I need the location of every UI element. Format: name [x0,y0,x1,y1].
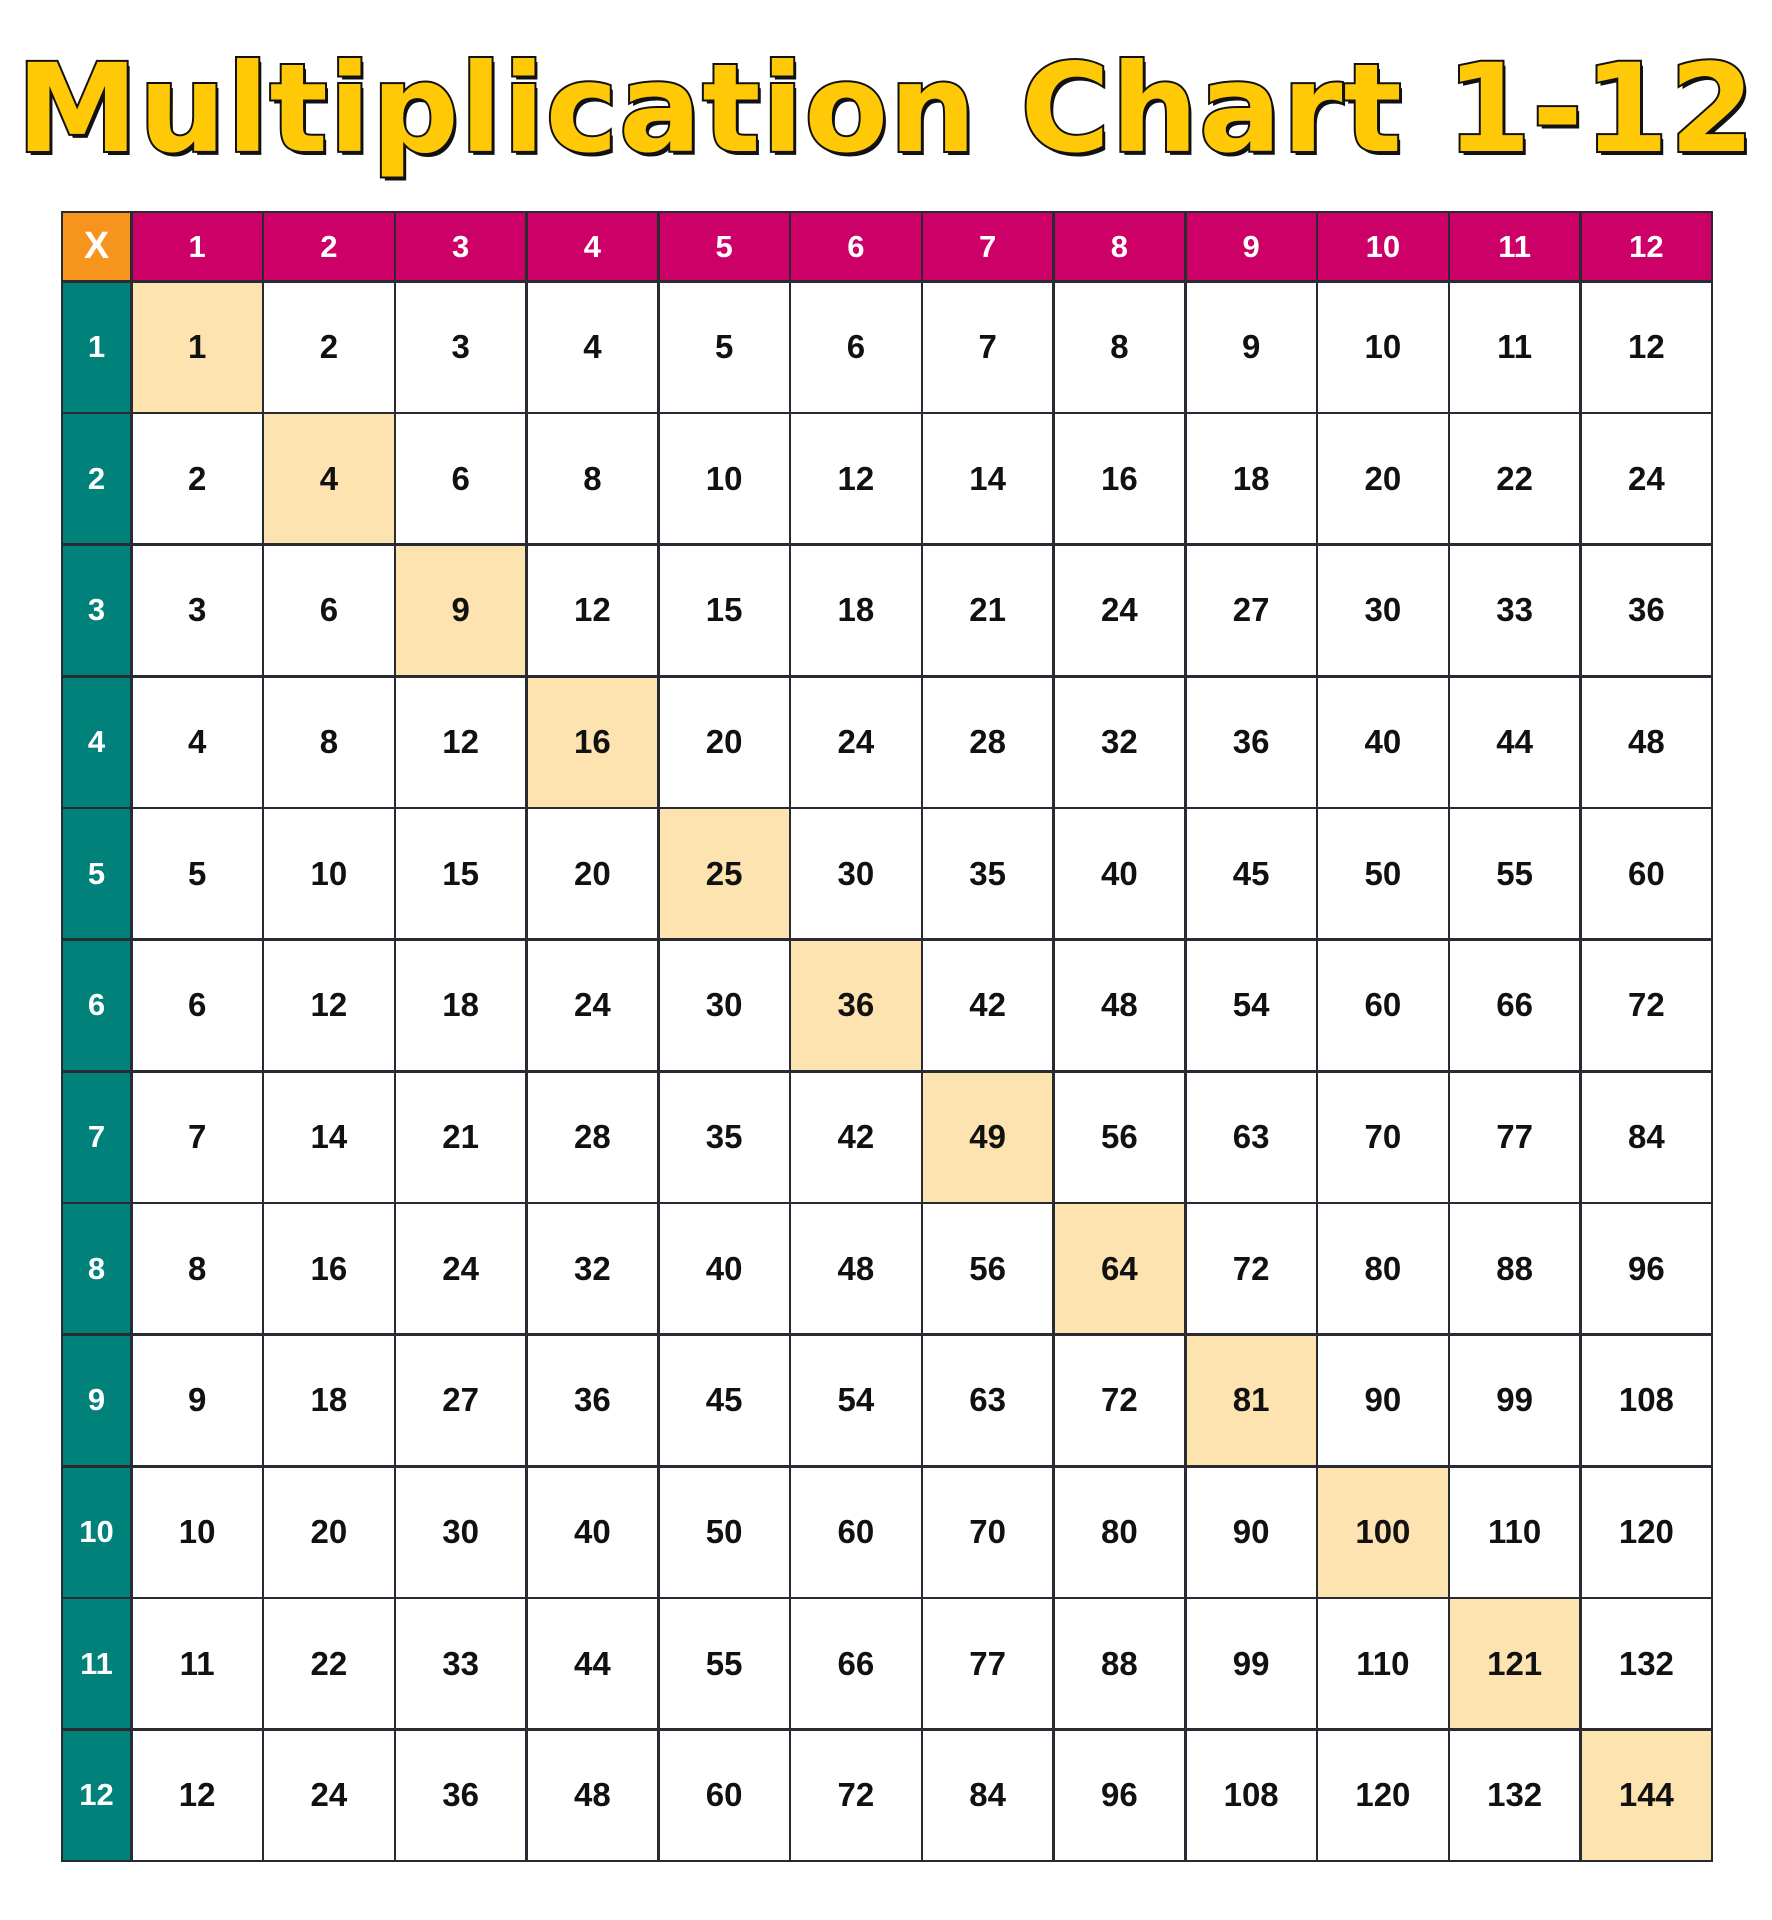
table-cell: 27 [396,1336,525,1465]
table-cell: 24 [396,1204,525,1333]
table-cell: 15 [660,546,789,675]
table-cell: 40 [660,1204,789,1333]
table-cell: 30 [791,809,920,938]
table-cell: 35 [923,809,1052,938]
table-cell: 3 [396,283,525,412]
table-cell: 12 [133,1731,262,1860]
column-header: 3 [396,213,525,280]
table-cell: 48 [791,1204,920,1333]
column-header: 9 [1187,213,1316,280]
table-cell: 45 [1187,809,1316,938]
table-cell: 36 [1582,546,1711,675]
table-cell: 18 [791,546,920,675]
table-cell: 110 [1318,1599,1447,1728]
table-cell: 10 [264,809,393,938]
table-cell: 6 [133,941,262,1070]
table-cell: 18 [396,941,525,1070]
multiplication-table [61,211,1713,1862]
table-cell: 120 [1318,1731,1447,1860]
table-cell: 30 [1318,546,1447,675]
table-cell: 88 [1450,1204,1579,1333]
table-cell: 72 [1055,1336,1184,1465]
table-cell: 32 [1055,678,1184,807]
table-cell: 48 [1582,678,1711,807]
table-cell: 36 [528,1336,657,1465]
table-cell: 50 [660,1468,789,1597]
table-cell: 12 [528,546,657,675]
table-cell: 21 [923,546,1052,675]
table-cell: 4 [133,678,262,807]
table-cell: 63 [1187,1073,1316,1202]
table-cell-square: 1 [133,283,262,412]
table-cell: 70 [1318,1073,1447,1202]
table-cell: 10 [133,1468,262,1597]
table-cell: 35 [660,1073,789,1202]
row-header: 9 [63,1336,130,1465]
table-cell: 14 [264,1073,393,1202]
table-cell: 20 [528,809,657,938]
table-cell: 132 [1450,1731,1579,1860]
table-cell: 12 [791,414,920,543]
table-cell: 96 [1055,1731,1184,1860]
table-cell: 30 [660,941,789,1070]
table-cell: 66 [791,1599,920,1728]
table-cell: 9 [133,1336,262,1465]
table-cell: 132 [1582,1599,1711,1728]
table-cell: 12 [1582,283,1711,412]
table-cell: 11 [1450,283,1579,412]
table-cell-square: 100 [1318,1468,1447,1597]
table-cell: 48 [1055,941,1184,1070]
table-cell: 36 [396,1731,525,1860]
table-cell: 40 [1318,678,1447,807]
table-cell: 8 [1055,283,1184,412]
table-cell: 7 [133,1073,262,1202]
column-header: 11 [1450,213,1579,280]
column-header: 7 [923,213,1052,280]
table-cell: 77 [923,1599,1052,1728]
table-cell: 90 [1318,1336,1447,1465]
table-cell: 20 [1318,414,1447,543]
table-cell: 24 [528,941,657,1070]
table-cell: 24 [264,1731,393,1860]
table-cell: 8 [528,414,657,543]
table-cell: 72 [1582,941,1711,1070]
table-cell: 32 [528,1204,657,1333]
table-cell: 16 [1055,414,1184,543]
table-cell: 15 [396,809,525,938]
table-cell: 27 [1187,546,1316,675]
column-header: 10 [1318,213,1447,280]
row-header: 8 [63,1204,130,1333]
table-cell: 2 [264,283,393,412]
row-header: 3 [63,546,130,675]
table-cell: 54 [791,1336,920,1465]
table-cell: 20 [660,678,789,807]
row-header: 7 [63,1073,130,1202]
table-cell-square: 64 [1055,1204,1184,1333]
table-cell-square: 144 [1582,1731,1711,1860]
table-cell: 9 [1187,283,1316,412]
table-cell: 5 [133,809,262,938]
row-header: 4 [63,678,130,807]
table-cell: 36 [1187,678,1316,807]
table-cell: 66 [1450,941,1579,1070]
table-cell: 44 [1450,678,1579,807]
table-cell: 4 [528,283,657,412]
column-header: 8 [1055,213,1184,280]
table-cell: 40 [1055,809,1184,938]
corner-label: X [63,213,130,280]
table-cell-square: 49 [923,1073,1052,1202]
table-cell: 99 [1187,1599,1316,1728]
table-cell: 10 [660,414,789,543]
table-cell-square: 9 [396,546,525,675]
table-cell: 24 [1582,414,1711,543]
table-cell: 120 [1582,1468,1711,1597]
table-cell-square: 36 [791,941,920,1070]
table-cell: 8 [264,678,393,807]
table-cell: 44 [528,1599,657,1728]
table-cell: 11 [133,1599,262,1728]
table-cell: 42 [923,941,1052,1070]
table-cell: 63 [923,1336,1052,1465]
table-cell: 56 [1055,1073,1184,1202]
table-cell-square: 4 [264,414,393,543]
table-cell: 80 [1055,1468,1184,1597]
table-cell: 72 [1187,1204,1316,1333]
table-cell: 108 [1187,1731,1316,1860]
table-cell: 28 [923,678,1052,807]
table-cell: 18 [1187,414,1316,543]
table-cell: 14 [923,414,1052,543]
table-cell-square: 121 [1450,1599,1579,1728]
column-header: 6 [791,213,920,280]
table-cell: 21 [396,1073,525,1202]
table-cell: 6 [264,546,393,675]
column-header: 1 [133,213,262,280]
table-cell: 20 [264,1468,393,1597]
table-cell: 40 [528,1468,657,1597]
table-cell: 8 [133,1204,262,1333]
table-cell: 22 [1450,414,1579,543]
row-header: 6 [63,941,130,1070]
table-cell: 7 [923,283,1052,412]
page-title: Multiplication Chart 1-12 [16,38,1756,180]
table-cell: 50 [1318,809,1447,938]
table-cell: 56 [923,1204,1052,1333]
table-cell: 3 [133,546,262,675]
table-cell: 60 [791,1468,920,1597]
table-cell: 10 [1318,283,1447,412]
table-cell: 90 [1187,1468,1316,1597]
row-header: 5 [63,809,130,938]
table-cell-square: 16 [528,678,657,807]
table-cell: 84 [923,1731,1052,1860]
row-header: 12 [63,1731,130,1860]
table-cell: 16 [264,1204,393,1333]
table-cell: 99 [1450,1336,1579,1465]
table-cell-square: 81 [1187,1336,1316,1465]
table-cell: 84 [1582,1073,1711,1202]
table-cell: 6 [791,283,920,412]
table-cell: 54 [1187,941,1316,1070]
table-cell: 6 [396,414,525,543]
column-header: 2 [264,213,393,280]
table-cell: 77 [1450,1073,1579,1202]
row-header: 11 [63,1599,130,1728]
table-cell: 60 [1318,941,1447,1070]
table-cell: 24 [1055,546,1184,675]
column-header: 5 [660,213,789,280]
table-cell: 60 [660,1731,789,1860]
table-cell: 12 [264,941,393,1070]
table-cell: 2 [133,414,262,543]
table-cell: 30 [396,1468,525,1597]
row-header: 1 [63,283,130,412]
table-cell: 48 [528,1731,657,1860]
table-cell: 33 [396,1599,525,1728]
table-cell-square: 25 [660,809,789,938]
table-cell: 28 [528,1073,657,1202]
table-cell: 88 [1055,1599,1184,1728]
table-cell: 12 [396,678,525,807]
row-header: 2 [63,414,130,543]
table-cell: 72 [791,1731,920,1860]
table-cell: 70 [923,1468,1052,1597]
row-header: 10 [63,1468,130,1597]
table-cell: 24 [791,678,920,807]
table-cell: 22 [264,1599,393,1728]
column-header: 12 [1582,213,1711,280]
table-cell: 80 [1318,1204,1447,1333]
table-cell: 33 [1450,546,1579,675]
table-cell: 60 [1582,809,1711,938]
table-cell: 55 [1450,809,1579,938]
table-cell: 110 [1450,1468,1579,1597]
table-cell: 45 [660,1336,789,1465]
table-cell: 5 [660,283,789,412]
table-cell: 108 [1582,1336,1711,1465]
table-cell: 18 [264,1336,393,1465]
table-cell: 42 [791,1073,920,1202]
table-cell: 55 [660,1599,789,1728]
table-cell: 96 [1582,1204,1711,1333]
column-header: 4 [528,213,657,280]
